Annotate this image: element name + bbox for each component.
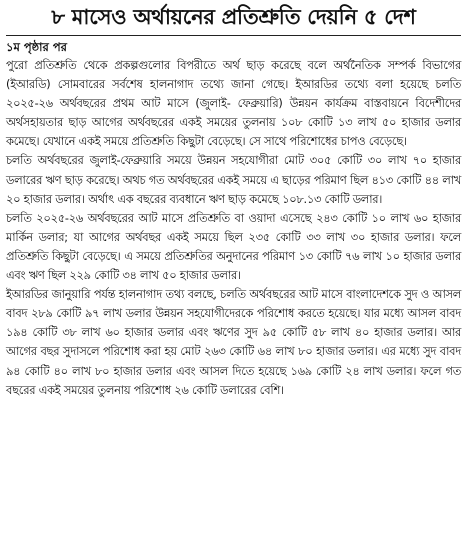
article-paragraph: চলতি ২০২৫-২৬ অর্থবছরের আট মাসে প্রতিশ্রুতি বা ওয়াদা এসেছে ২৪৩ কোটি ১০ লাখ ৬০ হাজার মার্কিন ডলার; যা আগের অর্থবছর একই সময়ে ছিল ২৩৫ কোটি ৩৩ লাখ ৩০ হাজার ডলার। ফলে প্রতিশ্রুতি কিছুটা বেড়েছে। এ সময়ে প্রতিশ্রুতির অনুদানের পরিমাণ ১৩ কোটি ৭৬ লাখ ১০ হাজার ডলার এবং ঋণ ছিল ২২৯ কোটি ৩৪ লাখ ৫০ হাজার ডলার। <box>6 211 461 283</box>
article-paragraph: পুরো প্রতিশ্রুতি থেকে প্রকল্পগুলোর বিপরীতে অর্থ ছাড় করেছে বলে অর্থনৈতিক সম্পর্ক বিভাগের (ইআরডি) সোমবারের সর্বশেষ হালনাগাদ তথ্যে জানা গেছে। ইআরডির তথ্যে বলা হয়েছে চলতি ২০২৫-২৬ অর্থবছরের প্রথম আট মাসে (জুলাই- ফেব্রুয়ারি) উন্নয়ন কার্যক্রম বাস্তবায়নে বিদেশীদের অর্থসহায়তার ছাড় আগের অর্থবছরের একই সময়ের তুলনায় ১০৮ কোটি ১৩ লাখ ৫০ হাজার ডলার কমেছে। যেখানে একই সময়ে প্রতিশ্রুতি কিছুটা বেড়েছে। সে সাথে পরিশোধের চাপও বেড়েছে। <box>6 59 461 149</box>
article-headline: ৮ মাসেও অর্থায়নের প্রতিশ্রুতি দেয়নি ৫ দেশ <box>51 5 416 29</box>
continued-from-label: ১ম পৃষ্ঠার পর <box>6 40 67 54</box>
headline-divider <box>6 35 461 36</box>
article-paragraph: চলতি অর্থবছরের জুলাই-ফেব্রুয়ারি সময়ে উন্নয়ন সহযোগীরা মোট ৩০৫ কোটি ৩০ লাখ ৭০ হাজার ডলারের ঋণ ছাড় করেছে। অথচ গত অর্থবছরের একই সময়ে এ ছাড়ের পরিমাণ ছিল ৪১৩ কোটি ৪৪ লাখ ২০ হাজার ডলার। অর্থাৎ এক বছরের ব্যবধানে ঋণ ছাড় কমেছে ১০৮.১৩ কোটি ডলার। <box>6 154 461 206</box>
article-paragraph: ইআরডির জানুয়ারি পর্যন্ত হালনাগাদ তথ্য বলছে, চলতি অর্থবছরের আট মাসে বাংলাদেশকে সুদ ও আসল বাবদ ২৮৯ কোটি ৯৭ লাখ ডলার উন্নয়ন সহযোগীদেরকে পরিশোধ করতে হয়েছে। যার মধ্যে আসল বাবদ ১৯৪ কোটি ৩৮ লাখ ৬০ হাজার ডলার এবং ঋণের সুদ ৯৫ কোটি ৫৮ লাখ ৪০ হাজার ডলার। আর আগের বছর সুদাসলে পরিশোধ করা হয় মোট ২৬৩ কোটি ৬৪ লাখ ৮০ হাজার ডলার। এর মধ্যে সুদ বাবদ ৯৪ কোটি ৪০ লাখ ৮০ হাজার ডলার এবং আসল দিতে হয়েছে ১৬৯ কোটি ২৪ লাখ ডলার। ফলে গত বছরের একই সময়ের তুলনায় পরিশোধ ২৬ কোটি ডলারের বেশি। <box>6 288 461 397</box>
article-body <box>6 56 461 400</box>
